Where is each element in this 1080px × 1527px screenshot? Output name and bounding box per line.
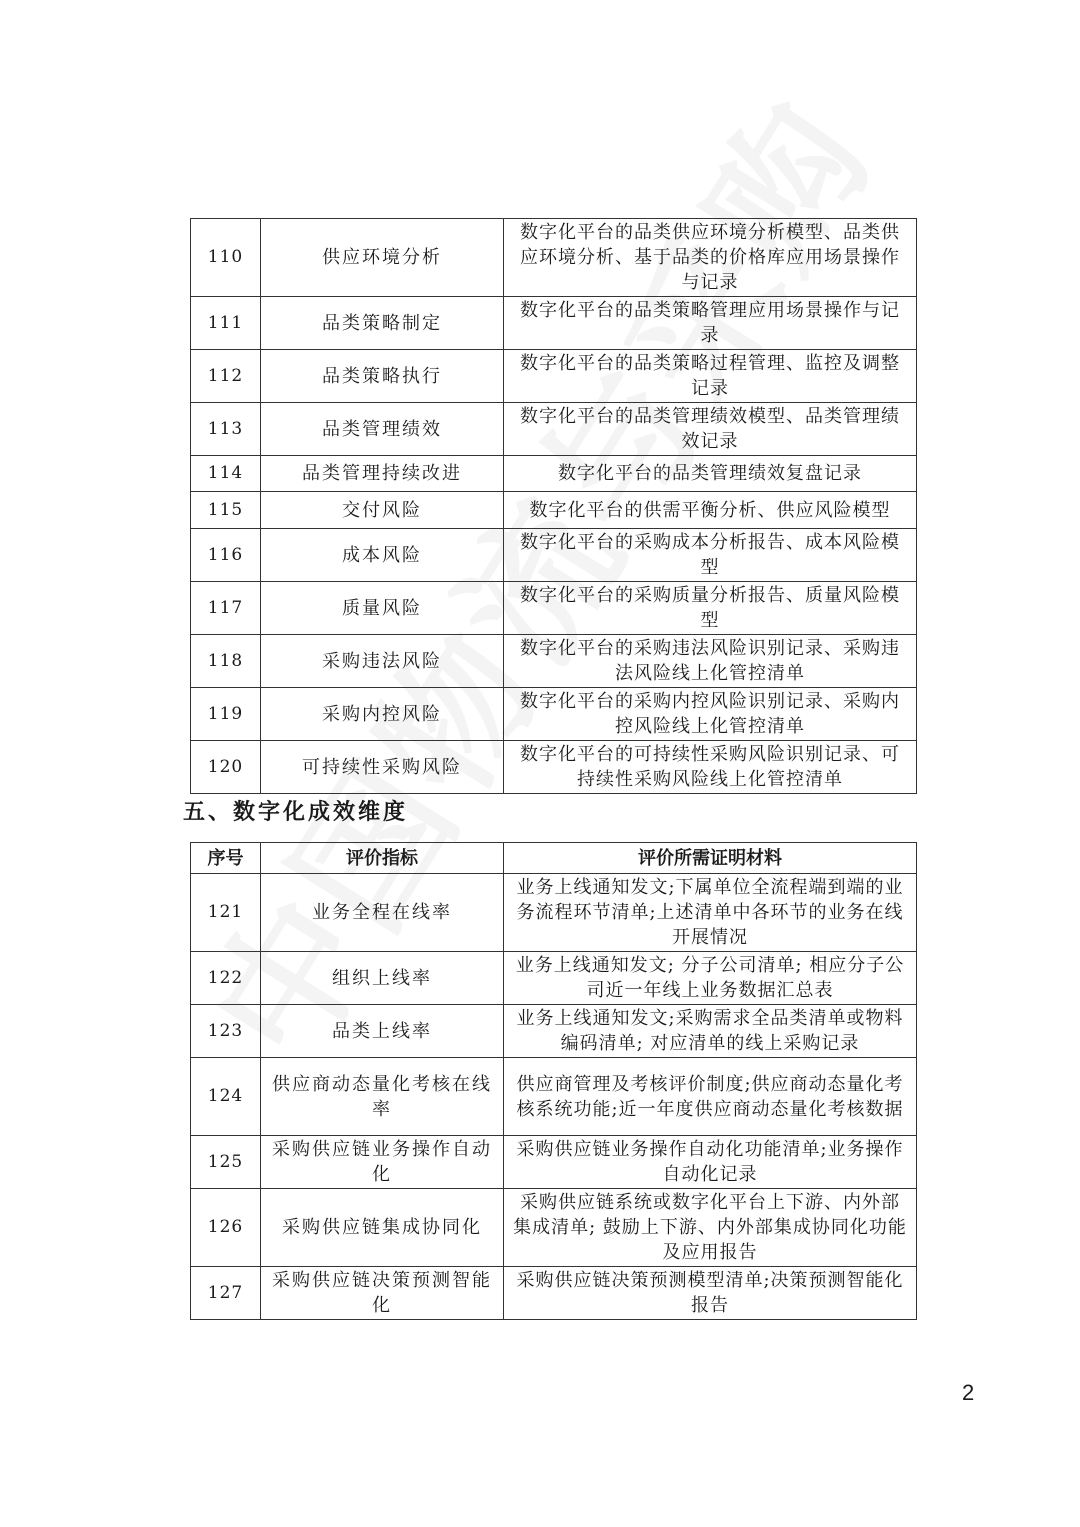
table-row — [191, 1005, 917, 1058]
table-row — [191, 1267, 917, 1320]
indicator-cell: 采购供应链集成协同化 — [261, 1189, 504, 1267]
row-number: 120 — [191, 741, 261, 794]
material-cell: 采购供应链业务操作自动化功能清单;业务操作自动化记录 — [504, 1136, 917, 1189]
material-cell: 供应商管理及考核评价制度;供应商动态量化考核系统功能;近一年度供应商动态量化考核数据 — [504, 1058, 917, 1136]
material-cell: 数字化平台的品类管理绩效复盘记录 — [504, 456, 917, 492]
material-cell: 数字化平台的采购内控风险识别记录、采购内控风险线上化管控清单 — [504, 688, 917, 741]
section-heading: 五、数字化成效维度 — [183, 799, 409, 825]
indicator-cell: 品类策略制定 — [261, 297, 504, 350]
table-row — [191, 219, 917, 297]
table-row — [191, 635, 917, 688]
page-number: 2 — [962, 1380, 975, 1405]
row-number: 111 — [191, 297, 261, 350]
row-number: 123 — [191, 1005, 261, 1058]
material-cell: 业务上线通知发文;下属单位全流程端到端的业务流程环节清单;上述清单中各环节的业务在线开展情况 — [504, 874, 917, 952]
material-cell: 采购供应链系统或数字化平台上下游、内外部集成清单; 鼓励上下游、内外部集成协同化功能及应用报告 — [504, 1189, 917, 1267]
material-cell: 数字化平台的采购成本分析报告、成本风险模型 — [504, 529, 917, 582]
indicator-cell: 采购违法风险 — [261, 635, 504, 688]
table-row — [191, 1189, 917, 1267]
header-material: 评价所需证明材料 — [504, 843, 917, 874]
row-number: 127 — [191, 1267, 261, 1320]
material-cell: 数字化平台的采购违法风险识别记录、采购违法风险线上化管控清单 — [504, 635, 917, 688]
indicator-cell: 采购供应链决策预测智能化 — [261, 1267, 504, 1320]
row-number: 113 — [191, 403, 261, 456]
digitalization-effect-table — [190, 842, 917, 1320]
indicator-cell: 供应环境分析 — [261, 219, 504, 297]
row-number: 116 — [191, 529, 261, 582]
indicator-cell: 品类上线率 — [261, 1005, 504, 1058]
material-cell: 数字化平台的品类管理绩效模型、品类管理绩效记录 — [504, 403, 917, 456]
table-row — [191, 529, 917, 582]
row-number: 115 — [191, 492, 261, 529]
row-number: 125 — [191, 1136, 261, 1189]
indicator-cell: 供应商动态量化考核在线率 — [261, 1058, 504, 1136]
indicator-cell: 质量风险 — [261, 582, 504, 635]
row-number: 122 — [191, 952, 261, 1005]
table-row — [191, 1136, 917, 1189]
row-number: 118 — [191, 635, 261, 688]
indicator-cell: 采购内控风险 — [261, 688, 504, 741]
table-row — [191, 297, 917, 350]
row-number: 110 — [191, 219, 261, 297]
indicator-cell: 业务全程在线率 — [261, 874, 504, 952]
table-row — [191, 456, 917, 492]
indicator-table-continued — [190, 218, 917, 794]
table-row — [191, 874, 917, 952]
row-number: 112 — [191, 350, 261, 403]
header-indicator: 评价指标 — [261, 843, 504, 874]
table-header-row — [191, 843, 917, 874]
material-cell: 数字化平台的可持续性采购风险识别记录、可持续性采购风险线上化管控清单 — [504, 741, 917, 794]
material-cell: 数字化平台的供需平衡分析、供应风险模型 — [504, 492, 917, 529]
indicator-cell: 交付风险 — [261, 492, 504, 529]
indicator-cell: 组织上线率 — [261, 952, 504, 1005]
material-cell: 数字化平台的品类策略过程管理、监控及调整记录 — [504, 350, 917, 403]
row-number: 119 — [191, 688, 261, 741]
table-row — [191, 688, 917, 741]
row-number: 124 — [191, 1058, 261, 1136]
material-cell: 数字化平台的品类供应环境分析模型、品类供应环境分析、基于品类的价格库应用场景操作与记录 — [504, 219, 917, 297]
row-number: 121 — [191, 874, 261, 952]
material-cell: 业务上线通知发文; 分子公司清单; 相应分子公司近一年线上业务数据汇总表 — [504, 952, 917, 1005]
table-row — [191, 403, 917, 456]
indicator-cell: 品类管理持续改进 — [261, 456, 504, 492]
row-number: 126 — [191, 1189, 261, 1267]
table-row — [191, 952, 917, 1005]
material-cell: 数字化平台的采购质量分析报告、质量风险模型 — [504, 582, 917, 635]
row-number: 114 — [191, 456, 261, 492]
indicator-cell: 品类管理绩效 — [261, 403, 504, 456]
indicator-cell: 成本风险 — [261, 529, 504, 582]
indicator-cell: 采购供应链业务操作自动化 — [261, 1136, 504, 1189]
header-no: 序号 — [191, 843, 261, 874]
table-row — [191, 350, 917, 403]
material-cell: 数字化平台的品类策略管理应用场景操作与记录 — [504, 297, 917, 350]
row-number: 117 — [191, 582, 261, 635]
material-cell: 业务上线通知发文;采购需求全品类清单或物料编码清单; 对应清单的线上采购记录 — [504, 1005, 917, 1058]
indicator-cell: 品类策略执行 — [261, 350, 504, 403]
table-row — [191, 741, 917, 794]
material-cell: 采购供应链决策预测模型清单;决策预测智能化报告 — [504, 1267, 917, 1320]
table-row — [191, 582, 917, 635]
table-row — [191, 1058, 917, 1136]
table-row — [191, 492, 917, 529]
indicator-cell: 可持续性采购风险 — [261, 741, 504, 794]
